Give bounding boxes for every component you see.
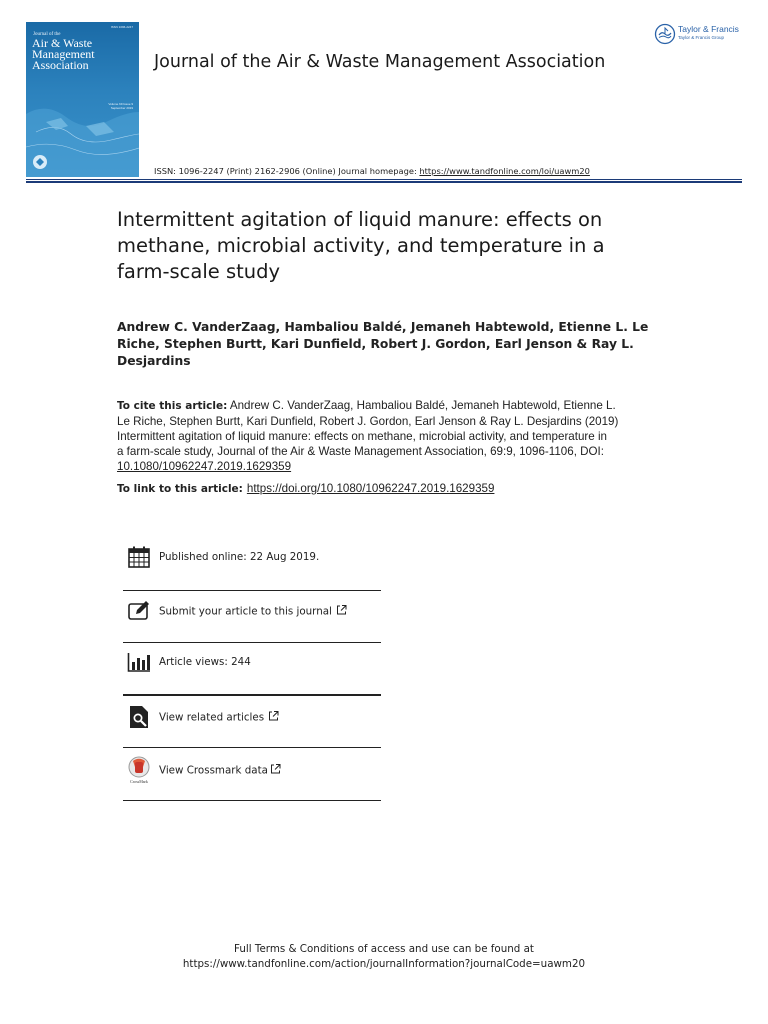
article-title-line: methane, microbial activity, and temperature in a bbox=[117, 234, 605, 257]
authors-line: Andrew C. VanderZaag, Hambaliou Baldé, Jemaneh Habtewold, Etienne L. Le bbox=[117, 320, 649, 334]
crossmark-row[interactable] bbox=[123, 744, 381, 796]
published-date: Published online: 22 Aug 2019. bbox=[159, 551, 320, 563]
article-title-line: farm-scale study bbox=[117, 260, 281, 283]
publisher-subtitle: Taylor & Francis Group bbox=[678, 35, 725, 40]
link-label: To link to this article: bbox=[117, 483, 243, 495]
crossmark-icon bbox=[127, 756, 151, 784]
cover-small-text: Journal of the bbox=[33, 32, 61, 37]
issn-text: ISSN: 1096-2247 (Print) 2162-2906 (Online) Journal homepage: bbox=[154, 166, 420, 176]
crossmark-icon-label: CrossMark bbox=[130, 779, 148, 784]
submit-label: Submit your article to this journal bbox=[159, 605, 332, 618]
cover-title-line: Management bbox=[32, 47, 95, 61]
crossmark-label: View Crossmark data bbox=[159, 764, 268, 777]
related-row[interactable] bbox=[123, 691, 381, 743]
cover-title bbox=[32, 38, 136, 71]
related-label: View related articles bbox=[159, 711, 265, 724]
publisher-name: Taylor & Francis bbox=[678, 24, 739, 34]
publisher-logo-icon bbox=[654, 23, 676, 45]
cover-title-line: Air & Waste bbox=[32, 36, 93, 50]
footer-line: Full Terms & Conditions of access and use can be found at bbox=[234, 943, 534, 955]
footer-terms-link[interactable]: https://www.tandfonline.com/action/journalInformation?journalCode=uawm20 bbox=[182, 958, 586, 970]
cite-line: a farm-scale study, Journal of the Air & Waste Management Association, 69:9, 1096-1106, DOI: bbox=[117, 445, 604, 458]
external-link-icon bbox=[336, 605, 347, 616]
cover-title-line: Association bbox=[32, 58, 89, 72]
article-doi-link[interactable]: https://doi.org/10.1080/10962247.2019.1629359 bbox=[246, 482, 495, 495]
authors-line: Riche, Stephen Burtt, Kari Dunfield, Robert J. Gordon, Earl Jenson & Ray L. bbox=[117, 337, 634, 351]
submit-row[interactable] bbox=[123, 585, 381, 637]
submit-article-link[interactable] bbox=[159, 605, 347, 618]
cite-label: To cite this article: bbox=[117, 400, 228, 412]
article-authors bbox=[117, 319, 662, 370]
edit-icon bbox=[127, 599, 151, 623]
cover-volume: Volume 69 Issue 9 September 2019 bbox=[108, 102, 133, 110]
external-link-icon bbox=[268, 711, 279, 722]
authors-line: Desjardins bbox=[117, 354, 191, 368]
journal-homepage-link[interactable]: https://www.tandfonline.com/loi/uawm20 bbox=[419, 166, 590, 176]
publisher-logo[interactable] bbox=[654, 22, 750, 48]
citation-block bbox=[117, 398, 642, 474]
journal-cover bbox=[26, 22, 139, 177]
cite-line: Andrew C. VanderZaag, Hambaliou Baldé, Jemaneh Habtewold, Etienne L. bbox=[227, 399, 616, 412]
cite-doi-link[interactable]: 10.1080/10962247.2019.1629359 bbox=[117, 460, 292, 473]
cite-line: Intermittent agitation of liquid manure: effects on methane, microbial activity, and temperature in bbox=[117, 430, 607, 443]
issn-line bbox=[154, 166, 590, 176]
article-title bbox=[117, 207, 677, 285]
crossmark-link[interactable] bbox=[159, 764, 281, 777]
footer-terms bbox=[0, 942, 768, 972]
article-views: Article views: 244 bbox=[159, 656, 251, 668]
related-articles-link[interactable] bbox=[159, 711, 279, 724]
cover-issn: ISSN 1096-2247 bbox=[110, 25, 133, 29]
info-separator bbox=[123, 800, 381, 801]
views-row bbox=[123, 636, 381, 688]
cite-line: Le Riche, Stephen Burtt, Kari Dunfield, Robert J. Gordon, Earl Jenson & Ray L. Desjardins (2019) bbox=[117, 415, 619, 428]
article-title-line: Intermittent agitation of liquid manure: effects on bbox=[117, 208, 603, 231]
published-row bbox=[123, 531, 381, 583]
journal-title[interactable]: Journal of the Air & Waste Management Association bbox=[154, 52, 606, 72]
calendar-icon bbox=[127, 545, 151, 569]
bar-chart-icon bbox=[127, 650, 151, 674]
header-rule-thin bbox=[26, 179, 742, 180]
external-link-icon bbox=[270, 764, 281, 775]
document-search-icon bbox=[127, 705, 151, 729]
link-to-article bbox=[117, 482, 494, 495]
header-rule-thick bbox=[26, 181, 742, 183]
